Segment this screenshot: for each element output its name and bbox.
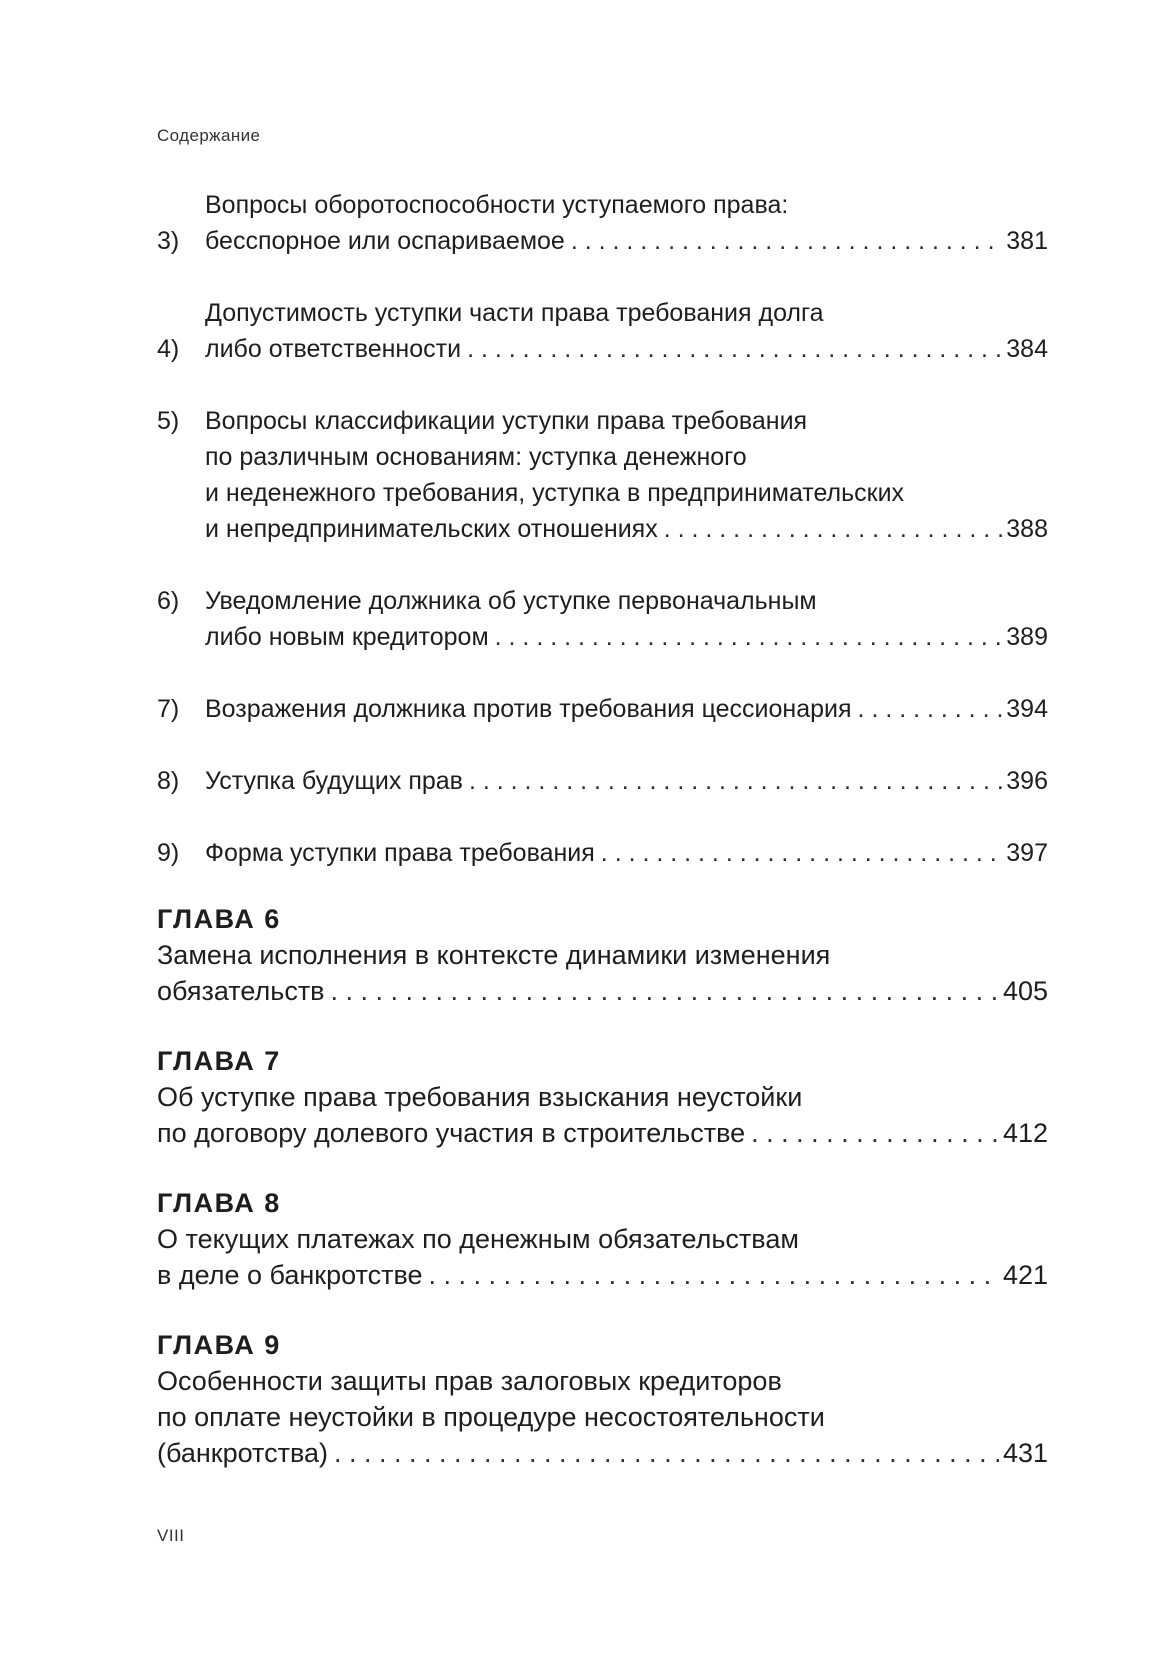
dot-leader	[429, 1257, 999, 1293]
dot-leader	[601, 835, 1002, 871]
table-of-contents	[157, 187, 1048, 1505]
entry-number: 7)	[157, 695, 180, 723]
entry-title-line: Допустимость уступки части права требования долга	[205, 299, 824, 327]
page-number: 389	[1006, 623, 1048, 651]
page-number: 405	[1002, 976, 1048, 1006]
dot-leader	[664, 511, 1003, 547]
entry-title-line: Вопросы классификации уступки права требования	[205, 407, 808, 435]
toc-entry[interactable]	[157, 583, 1048, 655]
chapter-title-line: Особенности защиты прав залоговых кредиторов	[157, 1366, 782, 1396]
entry-number: 4)	[157, 335, 180, 363]
chapter-label: ГЛАВА 8	[157, 1188, 281, 1218]
dot-leader	[571, 223, 1002, 259]
toc-chapter[interactable]	[157, 901, 1048, 1009]
dot-leader	[334, 1435, 999, 1471]
chapter-title-line: в деле о банкротстве	[157, 1260, 423, 1290]
dot-leader	[858, 691, 1003, 727]
running-head: Содержание	[157, 126, 261, 145]
toc-entry[interactable]	[157, 763, 1048, 799]
entry-title-line: Форма уступки права требования	[205, 839, 595, 867]
dot-leader	[469, 763, 1002, 799]
dot-leader	[331, 973, 999, 1009]
chapter-title-line: О текущих платежах по денежным обязательствам	[157, 1224, 799, 1254]
entry-title-line: Уступка будущих прав	[205, 767, 463, 795]
dot-leader	[467, 331, 1002, 367]
folio-page-number: VIII	[157, 1526, 185, 1545]
chapter-title-line: по договору долевого участия в строительстве	[157, 1118, 746, 1148]
page-number: 394	[1006, 695, 1048, 723]
page-number: 421	[1002, 1260, 1048, 1290]
entry-title-line: бесспорное или оспариваемое	[205, 227, 565, 255]
page-number: 431	[1002, 1438, 1048, 1468]
chapter-title-line: Об уступке права требования взыскания неустойки	[157, 1082, 803, 1112]
entry-title-line: Возражения должника против требования цессионария	[205, 695, 852, 723]
entry-title-line: по различным основаниям: уступка денежного	[205, 443, 747, 471]
chapter-label: ГЛАВА 6	[157, 904, 281, 934]
page-number: 396	[1006, 767, 1048, 795]
entry-title-line: Уведомление должника об уступке первоначальным	[205, 587, 817, 615]
toc-entry[interactable]	[157, 835, 1048, 871]
entry-number: 9)	[157, 839, 180, 867]
page-number: 412	[1002, 1118, 1048, 1148]
toc-chapter[interactable]	[157, 1185, 1048, 1293]
entry-number: 3)	[157, 227, 180, 255]
toc-entry[interactable]	[157, 403, 1048, 547]
chapter-label: ГЛАВА 9	[157, 1330, 281, 1360]
entry-number: 8)	[157, 767, 180, 795]
chapter-title-line: (банкротства)	[157, 1438, 328, 1468]
entry-number: 5)	[157, 407, 180, 435]
entry-title-line: Вопросы оборотоспособности уступаемого права:	[205, 191, 789, 219]
toc-entry[interactable]	[157, 691, 1048, 727]
entry-title-line: либо ответственности	[205, 335, 462, 363]
toc-chapter[interactable]	[157, 1043, 1048, 1151]
toc-entry[interactable]	[157, 187, 1048, 259]
page-number: 388	[1006, 515, 1048, 543]
chapter-title-line: Замена исполнения в контексте динамики изменения	[157, 940, 831, 970]
page-number: 397	[1006, 839, 1048, 867]
entry-title-line: либо новым кредитором	[205, 623, 489, 651]
toc-entry[interactable]	[157, 295, 1048, 367]
entry-title-line: и неденежного требования, уступка в предпринимательских	[205, 479, 905, 507]
entry-title-line: и непредпринимательских отношениях	[205, 515, 658, 543]
chapter-label: ГЛАВА 7	[157, 1046, 281, 1076]
page-number: 381	[1006, 227, 1048, 255]
dot-leader	[495, 619, 1003, 655]
entry-number: 6)	[157, 587, 180, 615]
chapter-title-line: обязательств	[157, 976, 325, 1006]
toc-chapter[interactable]	[157, 1327, 1048, 1471]
page-number: 384	[1006, 335, 1048, 363]
dot-leader	[751, 1115, 999, 1151]
chapter-title-line: по оплате неустойки в процедуре несостоятельности	[157, 1402, 825, 1432]
